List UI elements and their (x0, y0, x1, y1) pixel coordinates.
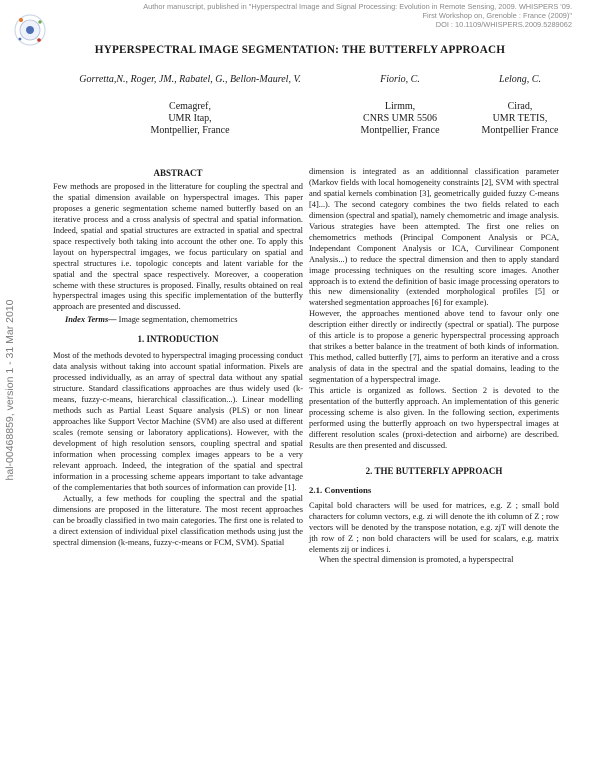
author-group-2: Fiorio, C. (380, 74, 420, 85)
butterfly-heading: 2. THE BUTTERFLY APPROACH (365, 465, 503, 476)
publication-note-line-2: First Workshop on, Grenoble : France (2009)" (422, 11, 572, 20)
introduction-paragraph-5: This article is organized as follows. Section 2 is devoted to the presentation of the butterfly approach. An implementation of this generic processing scheme is also given. In the following section, experiments performed using the butterfly approach on two hyperspectral images at different resolution scales (proxi-detection and airborne) are described. Results are then presented and discussed. (309, 386, 559, 450)
affiliation-3 (470, 101, 570, 138)
affiliation-1 (40, 101, 340, 138)
abstract-text: Few methods are proposed in the litterature for coupling the spectral and the spatial dimension available on hyperspectral images. This paper proposes a generic segmentation scheme named butterfly based on an iterative process and a cross analysis of spectral and spatial information. Indeed, spatial and spatial structures are extracted in spatial and spectral space respectively both taking into account the other one. To apply this layout on hyperspectral imgages, we focus particulary on spatial and spectral structures i.e. topologic concepts and latent variable for the spatial and the spectral space respectively. Moreover, a cooperation scheme with these structures is proposed. Finally, results obtained on real hyperspectral images using this specific implementation of the butterfly approach are presented and discussed. (53, 181, 303, 312)
right-column (309, 167, 559, 566)
index-terms-text: Image segmentation, chemometrics (118, 315, 238, 325)
introduction-paragraph-4: However, the approaches mentioned above tend to favour only one description either directly or indirectly (spectral or spatial). The purpose of this article is to propose a generic hyperspectral processing approach that strikes a better balance in the treatment of both kinds of information. This method, called butterfly [7], aims to perform an iterative and a cross analysis of data in the spectral and the spatial domains, leading to the segmentation of a hyperspectral image. (309, 309, 559, 385)
affiliation-line: Montpellier, France (150, 125, 230, 137)
affiliation-line: Lirmm, (384, 101, 416, 112)
introduction-paragraph-3: dimension is integrated as an additionnal classification parameter (Markov fields with local homogeneity constraints [2], SVM with spectral and spatial kernels combination [3], geometrically guided fuzzy C-means [4]...). The second category combines the two fields related to each dimension (spectral and spatial), namely chemometric and image analysis. Various strategies have been attempted. The first one relies on chemometrics methods (Principal Component Analysis or PCA, Independant Component Analysis or ICA, Curvilinear Component Analysis...) to reduce the spectral dimension and then to apply standard image processing techniques on the resulting score images. Another approach is to extend the definition of basic image processing operators to this new dimensionality (extended morphological profiles [5] or watershed segmentation approaches [6] for example). (309, 167, 559, 308)
paper-title: HYPERSPECTRAL IMAGE SEGMENTATION: THE BUTTERFLY APPROACH (94, 44, 506, 56)
affiliation-line: CNRS UMR 5506 (363, 113, 437, 125)
affiliation-line: Cirad, (507, 101, 533, 112)
hal-identifier: hal-00468859, version 1 - 31 Mar 2010 (4, 299, 16, 481)
index-terms-label: Index Terms— (65, 315, 117, 325)
publication-note-line-3: DOI : 10.1109/WHISPERS.2009.5289062 (435, 20, 572, 29)
hal-logo-icon (12, 12, 48, 48)
affiliation-line: UMR TETIS, (492, 113, 548, 125)
conventions-paragraph-1: Capital bold characters will be used for matrices, e.g. Z ; small bold characters for column vectors, e.g. zi will denote the ith column of Z ; row vectors will be denoted by the transpose notation, e.g. zjT will denote the jth row of Z ; non bold characters will be used for scalars, e.g. matrix elements zij or indices i. (309, 500, 559, 554)
author-group-3: Lelong, C. (499, 74, 541, 85)
index-terms (53, 315, 303, 326)
affiliation-line: UMR Itap, (168, 113, 212, 125)
conventions-paragraph-2: When the spectral dimension is promoted, a hyperspectral (319, 555, 514, 565)
affiliation-line: Montpellier France (481, 125, 559, 137)
affiliation-line: Montpellier, France (360, 125, 440, 137)
conventions-heading: 2.1. Conventions (309, 484, 372, 495)
introduction-paragraph-2: Actually, a few methods for coupling the spectral and the spatial dimensions are proposed in the litterature. The most recent approaches can be broadly classified in two main categories. The first one is related to a direct extension of individual pixel classification methods using just the spectral dimension (k-means, fuzzy-c-means or FCM, SVM). Spatial (53, 493, 303, 547)
introduction-heading: 1. INTRODUCTION (137, 334, 219, 345)
abstract-heading: ABSTRACT (153, 168, 203, 178)
left-column (53, 168, 303, 548)
author-group-1: Gorretta,N., Roger, JM., Rabatel, G., Bellon-Maurel, V. (79, 74, 301, 85)
publication-note-line-1: Author manuscript, published in "Hyperspectral Image and Signal Processing: Evolution in Remote Sensing, 2009. WHISPERS '09. (143, 2, 572, 11)
affiliation-2 (350, 101, 450, 138)
affiliation-line: Cemagref, (169, 101, 211, 112)
hal-identifier-margin (0, 200, 20, 580)
introduction-paragraph-1: Most of the methods devoted to hyperspectral imaging processing conduct data analysis without taking into account spatial information. Pixels are processed individually, as an array of spectral data without any spatial structure. Standard classifications approaches are thus widely used (k-means, fuzzy-c-means, hierarchical classification...). Linear modelling methods such as Partial Least Square analysis (PLS) or non linear approaches like Support Vector Machine (SVM) are also used at different scales (remote sensing or laboratory applications). However, with the development of high resolution sensors, coupling spectral and spatial information when processing complex images appears to be a very relevant approach. Indeed, the integration of the spatial and spectral information in a processing scheme appears important to take advantage of the complementaries that both sources of information can provide [1]. (53, 351, 303, 492)
publication-note (52, 2, 572, 29)
